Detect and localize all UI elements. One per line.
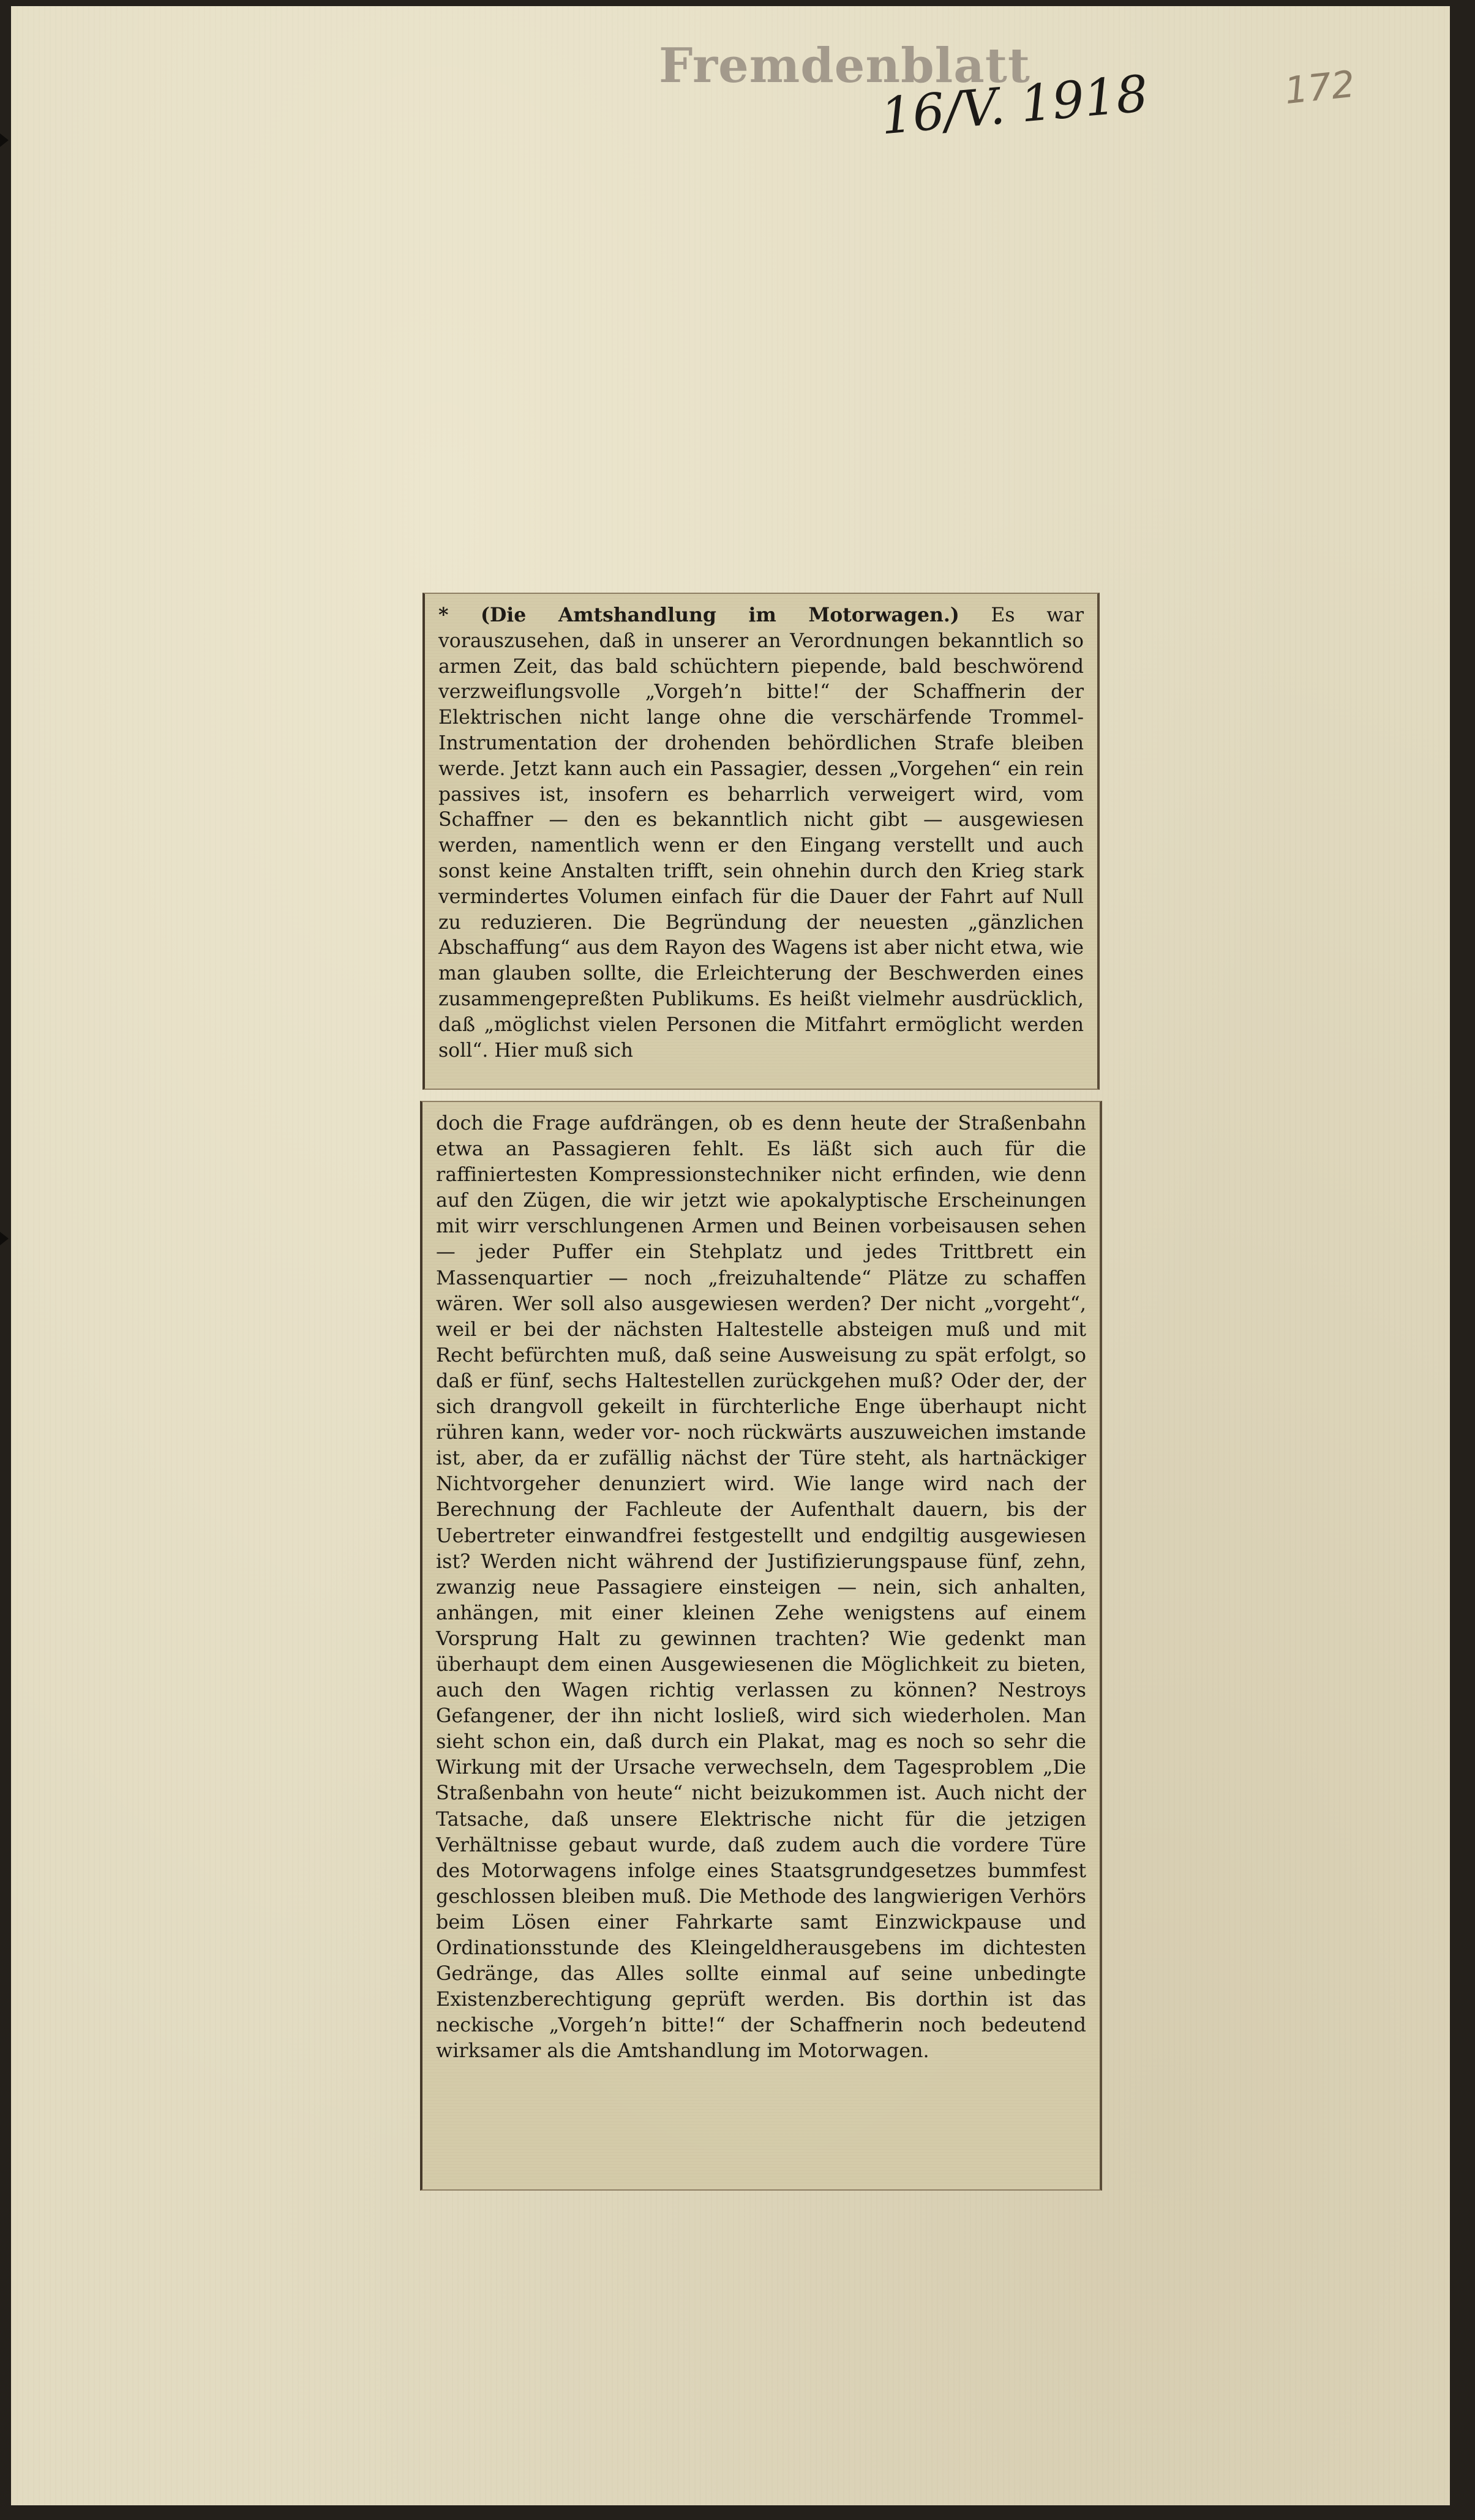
clipping-upper xyxy=(422,593,1100,1090)
binding-mark-top xyxy=(0,133,9,147)
archive-sheet xyxy=(11,6,1450,2505)
binding-mark-middle xyxy=(0,1232,9,1245)
article-paragraph-1 xyxy=(438,602,1084,1063)
handwritten-date: 16/V. 1918 xyxy=(878,64,1150,146)
article-text-part-1: Es war vorauszusehen, daß in unserer an Verordnungen bekanntlich so armen Zeit, das bald schüchtern piepende, bald beschwörend verzweiflungsvolle „Vorgeh’n bitte!“ der Schaffnerin der Elektrischen nicht lange ohne die verschärfende Trommel-Instrumentation der drohenden behördlichen Strafe bleiben werde. Jetzt kann auch ein Passagier, dessen „Vorgehen“ ein rein passives ist, insofern es beharrlich verweigert wird, vom Schaffner — den es bekanntlich nicht gibt — ausgewiesen werden, namentlich wenn er den Eingang verstellt und auch sonst keine Anstalten trifft, sein ohnehin durch den Krieg stark vermindertes Volumen einfach für die Dauer der Fahrt auf Null zu reduzieren. Die Begründung der neuesten „gänzlichen Abschaffung“ aus dem Rayon des Wagens ist aber nicht etwa, wie man glauben sollte, die Erleichterung der Beschwerden eines zusammengepreßten Publikums. Es heißt vielmehr ausdrücklich, daß „möglichst vielen Personen die Mitfahrt ermöglicht werden soll“. Hier muß sich xyxy=(438,604,1084,1062)
folio-number: 172 xyxy=(1282,62,1357,113)
newspaper-stamp: Fremdenblatt xyxy=(659,38,1030,94)
article-text-part-2: doch die Frage aufdrängen, ob es denn heute der Straßenbahn etwa an Passagieren fehlt. Es läßt sich auch für die raffiniertesten Kompressionstechniker nicht erfinden, wie denn auf den Zügen, die wir jetzt wie apokalyptische Erscheinungen mit wirr verschlungenen Armen und Beinen vorbeisausen sehen — jeder Puffer ein Stehplatz und jedes Trittbrett ein Massenquartier — noch „freizuhaltende“ Plätze zu schaffen wären. Wer soll also ausgewiesen werden? Der nicht „vorgeht“, weil er bei der nächsten Haltestelle absteigen muß und mit Recht befürchten muß, daß seine Ausweisung zu spät erfolgt, so daß er fünf, sechs Haltestellen zurückgehen muß? Oder der, der sich drangvoll gekeilt in fürchterliche Enge überhaupt nicht rühren kann, weder vor- noch rückwärts auszuweichen imstande ist, aber, da er zufällig nächst der Türe steht, als hartnäckiger Nichtvorgeher denunziert wird. Wie lange wird nach der Berechnung der Fachleute der Aufenthalt dauern, bis der Uebertreter einwandfrei festgestellt und endgiltig ausgewiesen ist? Werden nicht während der Justifizierungspause fünf, zehn, zwanzig neue Passagiere einsteigen — nein, sich anhalten, anhängen, mit einer kleinen Zehe wenigstens auf einem Vorsprung Halt zu gewinnen trachten? Wie gedenkt man überhaupt dem einen Ausgewiesenen die Möglichkeit zu bieten, auch den Wagen richtig verlassen zu können? Nestroys Gefangener, der ihn nicht losließ, wird sich wiederholen. Man sieht schon ein, daß durch ein Plakat, mag es noch so sehr die Wirkung mit der Ursache verwechseln, dem Tagesproblem „Die Straßenbahn von heute“ nicht beizukommen ist. Auch nicht der Tatsache, daß unsere Elektrische nicht für die jetzigen Verhältnisse gebaut wurde, daß zudem auch die vordere Türe des Motorwagens infolge eines Staatsgrundgesetzes bummfest geschlossen bleiben muß. Die Methode des langwierigen Verhörs beim Lösen einer Fahrkarte samt Einzwickpause und Ordinationsstunde des Kleingeldherausgebens im dichtesten Gedränge, das Alles sollte einmal auf seine unbedingte Existenzberechtigung geprüft werden. Bis dorthin ist das neckische „Vorgeh’n bitte!“ der Schaffnerin noch bedeutend wirksamer als die Amtshandlung im Motorwagen. xyxy=(436,1112,1086,2063)
clipping-lower xyxy=(420,1101,1102,2191)
article-lead: * (Die Amtshandlung im Motorwagen.) xyxy=(438,604,959,626)
